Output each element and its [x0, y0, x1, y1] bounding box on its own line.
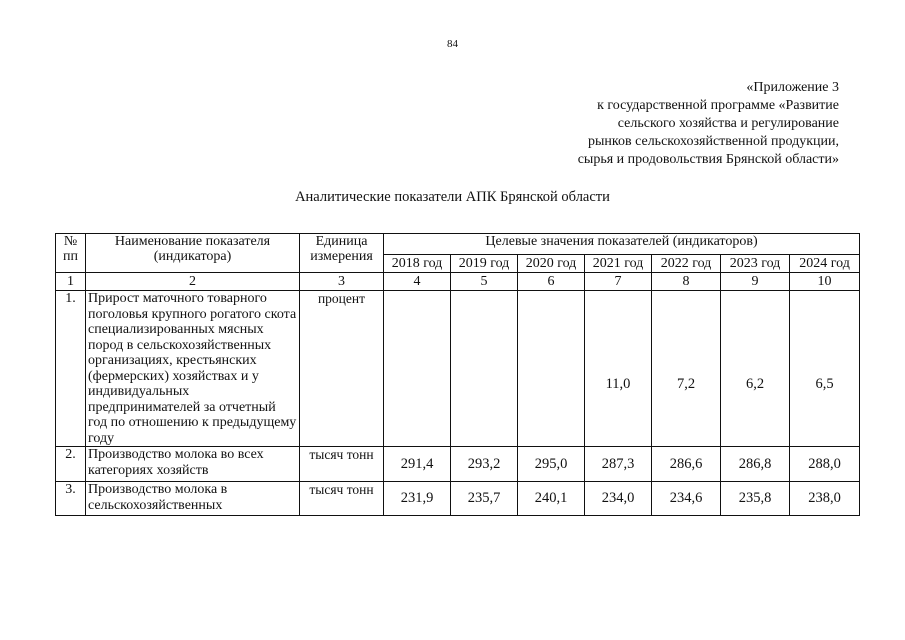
value-cell: 295,0	[518, 447, 585, 482]
column-number: 4	[384, 273, 451, 291]
header-unit-label: Единица	[315, 234, 368, 249]
appendix-line: сельского хозяйства и регулирование	[617, 116, 839, 131]
appendix-line: сырья и продовольствия Брянской области»	[577, 152, 839, 167]
appendix-line: к государственной программе «Развитие	[597, 98, 839, 113]
value-cell: 231,9	[384, 482, 451, 516]
value-cell: 7,2	[652, 291, 721, 447]
header-year: 2021 год	[585, 255, 652, 273]
row-number: 1.	[56, 291, 86, 447]
header-unit-cell	[300, 234, 384, 273]
column-number: 5	[451, 273, 518, 291]
value-cell: 235,8	[721, 482, 790, 516]
value-cell: 6,5	[790, 291, 860, 447]
table-row	[56, 482, 860, 516]
header-num-label: пп	[63, 249, 78, 264]
header-row	[56, 234, 860, 255]
indicator-unit: тысяч тонн	[300, 482, 384, 516]
document-title: Аналитические показатели АПК Брянской области	[295, 189, 610, 205]
value-cell: 11,0	[585, 291, 652, 447]
column-number: 1	[56, 273, 86, 291]
table-row	[56, 291, 860, 447]
value-cell: 293,2	[451, 447, 518, 482]
header-name-label: Наименование показателя	[114, 234, 271, 249]
row-number: 3.	[56, 482, 86, 516]
row-number: 2.	[56, 447, 86, 482]
indicator-name: Производство молока в сельскохозяйственных	[86, 482, 300, 516]
value-cell: 291,4	[384, 447, 451, 482]
table-row	[56, 447, 860, 482]
value-cell	[518, 291, 585, 447]
value-cell: 288,0	[790, 447, 860, 482]
header-num-cell	[56, 234, 86, 273]
header-year: 2020 год	[518, 255, 585, 273]
appendix-line: рынков сельскохозяйственной продукции,	[588, 134, 839, 149]
header-name-label: (индикатора)	[153, 249, 232, 264]
header-year: 2022 год	[652, 255, 721, 273]
header-year: 2018 год	[384, 255, 451, 273]
appendix-note	[578, 79, 839, 169]
value-cell: 286,8	[721, 447, 790, 482]
indicator-unit: процент	[300, 291, 384, 447]
column-number: 8	[652, 273, 721, 291]
value-cell	[451, 291, 518, 447]
page-number: 84	[447, 38, 458, 50]
header-year: 2019 год	[451, 255, 518, 273]
value-cell: 235,7	[451, 482, 518, 516]
header-name-cell	[86, 234, 300, 273]
column-number: 7	[585, 273, 652, 291]
appendix-line: «Приложение 3	[746, 80, 839, 95]
value-cell: 234,6	[652, 482, 721, 516]
header-unit-label: измерения	[310, 249, 373, 264]
column-number: 6	[518, 273, 585, 291]
column-numbers-row	[56, 273, 860, 291]
indicators-table	[55, 233, 860, 516]
indicator-name: Прирост маточного товарного поголовья крупного рогатого скота специализированных мясных пород в сельскохозяйственных организациях, крестьянских (фермерских) хозяйствах и у индивидуальных предпринимателей за отчетный год по отношению к предыдущему году	[86, 291, 300, 447]
column-number: 9	[721, 273, 790, 291]
column-number: 2	[86, 273, 300, 291]
value-cell: 6,2	[721, 291, 790, 447]
column-number: 3	[300, 273, 384, 291]
value-cell: 240,1	[518, 482, 585, 516]
header-year: 2024 год	[790, 255, 860, 273]
header-year: 2023 год	[721, 255, 790, 273]
value-cell: 234,0	[585, 482, 652, 516]
value-cell: 286,6	[652, 447, 721, 482]
value-cell: 287,3	[585, 447, 652, 482]
header-targets-cell: Целевые значения показателей (индикаторов)	[384, 234, 860, 255]
header-num-label: №	[63, 234, 78, 249]
column-number: 10	[790, 273, 860, 291]
value-cell	[384, 291, 451, 447]
value-cell: 238,0	[790, 482, 860, 516]
indicator-unit: тысяч тонн	[300, 447, 384, 482]
indicator-name: Производство молока во всех категориях хозяйств	[86, 447, 300, 482]
